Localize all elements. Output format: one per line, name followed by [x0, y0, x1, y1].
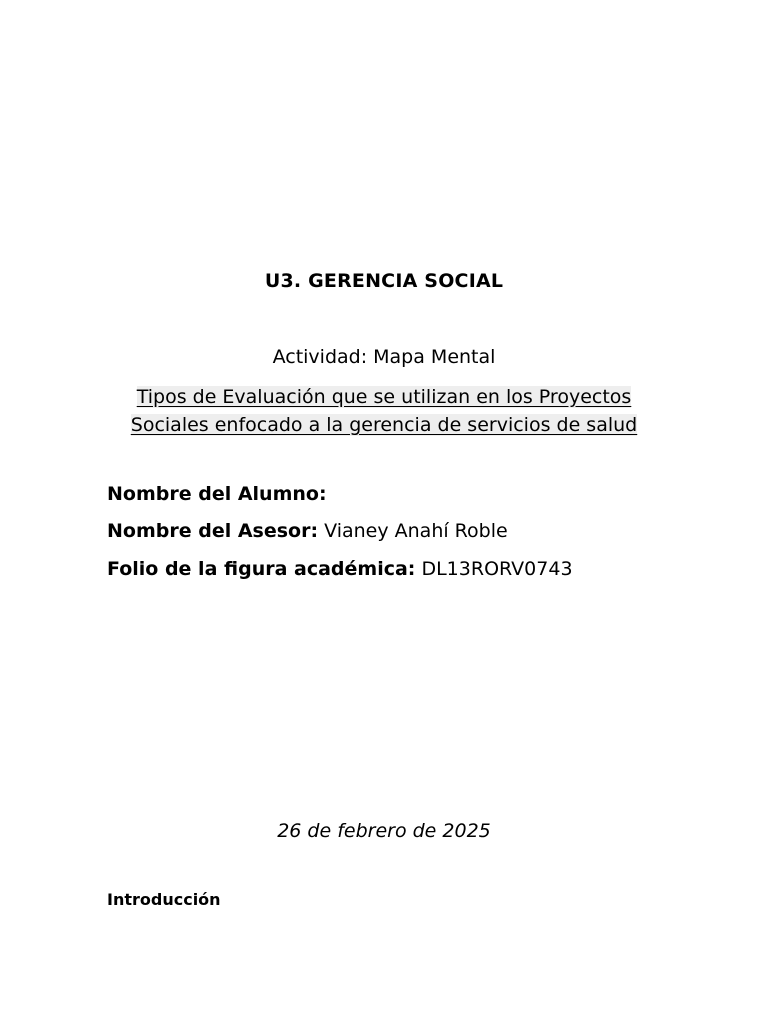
advisor-value: Vianey Anahí Roble [324, 520, 508, 542]
advisor-field [107, 520, 508, 542]
folio-field [107, 558, 573, 580]
student-field [107, 483, 327, 505]
topic-block [0, 383, 768, 439]
document-title: U3. GERENCIA SOCIAL [264, 270, 504, 292]
section-heading-introduccion: Introducción [107, 890, 221, 909]
folio-value: DL13RORV0743 [421, 558, 573, 580]
topic-line-1: Tipos de Evaluación que se utilizan en los Proyectos [136, 386, 632, 408]
document-date: 26 de febrero de 2025 [277, 820, 491, 842]
student-label: Nombre del Alumno: [107, 483, 327, 505]
advisor-label: Nombre del Asesor: [107, 520, 319, 542]
folio-label: Folio de la figura académica: [107, 558, 416, 580]
topic-line-2: Sociales enfocado a la gerencia de servicios de salud [130, 414, 638, 436]
activity-line: Actividad: Mapa Mental [272, 346, 496, 368]
